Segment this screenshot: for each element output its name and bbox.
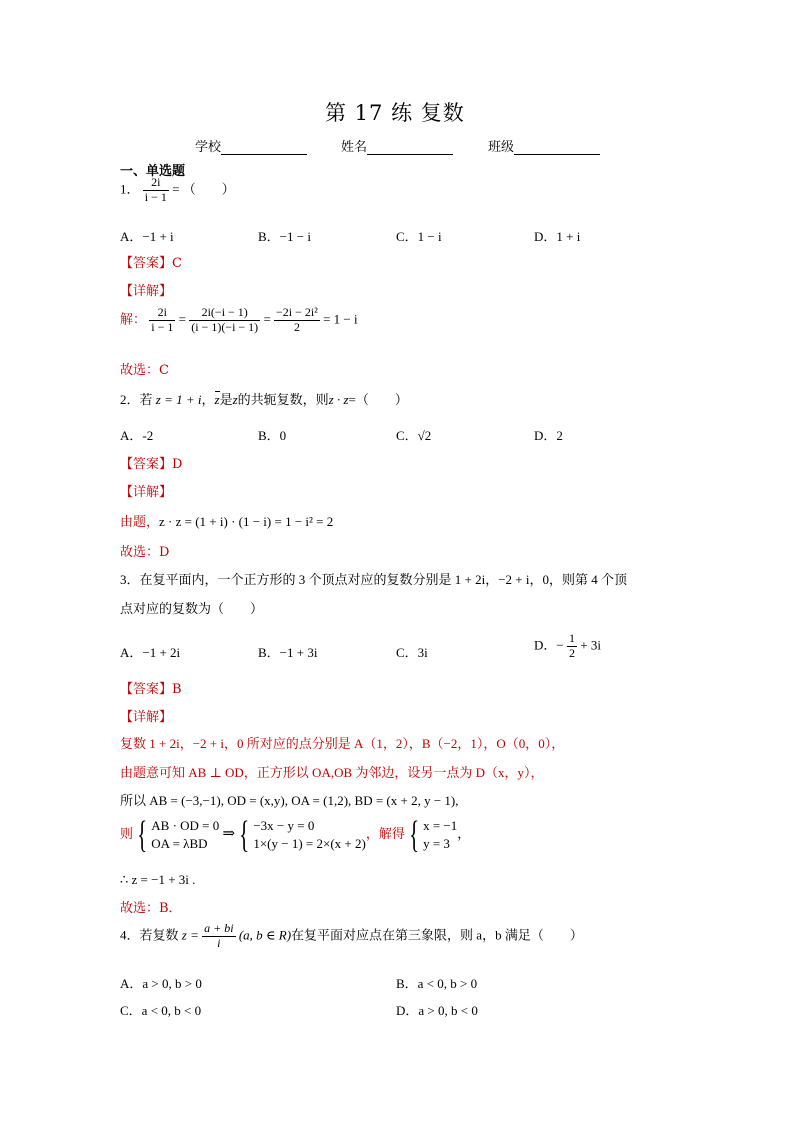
q1-sol-f1-den: i − 1: [151, 319, 174, 334]
q2-option-d[interactable]: D．2: [534, 428, 563, 443]
q3-therefore: ∴ z = −1 + 3i .: [120, 872, 196, 887]
q3-stem-line2: 点对应的复数为（ ）: [120, 602, 264, 617]
page-title: 第 17 练 复数: [325, 101, 465, 125]
q3-sol-then: 则: [120, 825, 134, 841]
name-blank[interactable]: [367, 142, 453, 155]
q1-answer: 【答案】C: [120, 256, 182, 271]
q2-stem: [120, 389, 408, 408]
q2-stem-b: ，: [201, 392, 215, 407]
q3-opt-d-tail: + 3i: [580, 637, 601, 653]
q3-opt-d-den: 2: [568, 645, 575, 660]
q3-answer: 【答案】B: [120, 682, 182, 697]
q3-sol-line3: [120, 790, 459, 809]
q1-sol-frac1: [149, 306, 175, 335]
q2-choose: 故选：D: [120, 545, 170, 560]
q3-sys3-b: y = 3: [423, 836, 450, 851]
q3-sol-line1: 复数 1 + 2i，−2 + i，0 所对应的点分别是 A（1，2），B（−2，1），O（0，0），: [120, 736, 565, 751]
q1-option-b[interactable]: B．−1 − i: [258, 229, 311, 244]
q1-sol-f2-den: (i − 1)(−i − 1): [191, 319, 259, 334]
q1-sol-tail: = 1 − i: [323, 311, 358, 327]
q2-sol-prefix: 由题，: [120, 514, 160, 529]
school-label: 学校: [195, 140, 222, 155]
q1-sol-eq2: =: [263, 311, 271, 327]
q4-option-d[interactable]: D．a > 0, b < 0: [396, 1003, 478, 1018]
q4-stem-a: 若复数: [139, 927, 179, 943]
q2-stem-a: 若: [139, 392, 153, 407]
q2-option-b[interactable]: B．0: [258, 428, 287, 443]
q2-number: 2．: [120, 392, 140, 407]
q3-sys-comma: ，: [457, 825, 471, 841]
school-blank[interactable]: [221, 142, 307, 155]
q2-stem-z2: z: [232, 392, 238, 407]
q2-stem-d: 的共轭复数，则: [237, 392, 329, 407]
class-field[interactable]: [488, 136, 600, 155]
q4-frac-den: i: [202, 936, 235, 951]
q2-option-a[interactable]: A．-2: [120, 428, 154, 443]
q4-fraction: [202, 922, 235, 951]
q3-sys3-a: x = −1: [423, 818, 458, 834]
q3-option-c[interactable]: C．3i: [396, 645, 428, 660]
q2-stem-c: 是: [219, 392, 233, 407]
q3-stem-text1: 在复平面内，一个正方形的 3 个顶点对应的复数分别是 1 + 2i，−2 + i，0，则第 4 个顶: [139, 572, 627, 587]
q4-stem-z: z =: [181, 927, 199, 943]
q2-answer: 【答案】D: [120, 457, 183, 472]
q3-detail-label: 【详解】: [120, 710, 173, 725]
q1-fraction: [143, 176, 169, 205]
q2-option-c[interactable]: C．√2: [396, 428, 432, 443]
q4-stem: [120, 922, 583, 951]
q3-sys2-b: 1×(y − 1) = 2×(x + 2): [253, 836, 366, 851]
q2-sol-body: z · z = (1 + i) · (1 − i) = 1 − i² = 2: [159, 514, 334, 529]
q1-stem-tail: = （ ）: [172, 181, 235, 197]
q4-frac-num: a + bi: [204, 921, 234, 935]
q3-opt-d-frac: [567, 632, 577, 661]
q2-detail-label: 【详解】: [120, 485, 173, 500]
q4-stem-b: 在复平面对应点在第三象限，则 a，b 满足（ ）: [291, 927, 583, 943]
q3-stem-line1: [120, 569, 627, 588]
q1-option-a[interactable]: A．−1 + i: [120, 229, 174, 244]
q1-sol-eq1: =: [178, 311, 186, 327]
q1-sol-frac3: [274, 306, 320, 335]
q3-number: 3．: [120, 572, 140, 587]
q1-number: 1．: [120, 181, 140, 197]
q1-choose: 故选：C: [120, 363, 169, 378]
q3-option-a[interactable]: A．−1 + 2i: [120, 645, 181, 660]
q2-stem-z: z = 1 + i: [155, 392, 202, 407]
school-field[interactable]: [195, 136, 307, 155]
q1-sol-f3-num: −2i − 2i²: [276, 305, 318, 319]
q4-stem-cond: (a, b ∈ R): [238, 927, 292, 943]
q3-sol-system: 则 { AB · OD = 0 OA = λBD ⇒ { −3x − y = 0 1×(y − 1) = 2×(x + 2) ，解得 { x = −1 y = 3 ，: [120, 814, 471, 856]
q1-option-d[interactable]: D．1 + i: [534, 229, 581, 244]
q3-opt-d-num: 1: [568, 631, 575, 645]
q1-option-c[interactable]: C．1 − i: [396, 229, 442, 244]
q3-sol-solve: ，解得: [365, 825, 405, 841]
q1-stem: [120, 176, 235, 205]
q4-option-b[interactable]: B．a < 0, b > 0: [396, 976, 478, 991]
q4-option-a[interactable]: A．a > 0, b > 0: [120, 976, 202, 991]
q3-sol-line2: 由题意可知 AB ⊥ OD，正方形以 OA,OB 为邻边，设另一点为 D（x，y），: [120, 765, 544, 780]
name-label: 姓名: [341, 140, 368, 155]
q1-sol-f3-den: 2: [274, 320, 320, 335]
q3-option-b[interactable]: B．−1 + 3i: [258, 645, 318, 660]
section-heading: 一、单选题: [120, 164, 186, 179]
class-label: 班级: [488, 140, 515, 155]
q1-sol-prefix: 解：: [120, 311, 147, 327]
class-blank[interactable]: [514, 142, 600, 155]
q3-sys-arrow: ⇒: [222, 825, 236, 842]
q1-frac-den: i − 1: [144, 189, 167, 204]
q4-option-c[interactable]: C．a < 0, b < 0: [120, 1003, 202, 1018]
q2-stem-prod: z · z: [328, 392, 349, 407]
q2-stem-e: =（ ）: [348, 392, 408, 407]
q3-option-d[interactable]: [534, 632, 601, 661]
name-field[interactable]: [341, 136, 453, 155]
q3-sys1-b: OA = λBD: [151, 836, 208, 851]
q1-sol-f1-num: 2i: [157, 305, 167, 319]
q3-sys2-a: −3x − y = 0: [253, 818, 315, 834]
q4-number: 4．: [120, 927, 140, 943]
q1-frac-num: 2i: [151, 175, 161, 189]
q3-sys1-a: AB · OD = 0: [151, 818, 220, 834]
q1-sol-f2-num: 2i(−i − 1): [201, 305, 248, 319]
q2-stem-zbar: z: [214, 392, 220, 407]
q1-sol-frac2: [189, 306, 260, 335]
q1-detail-label: 【详解】: [120, 284, 173, 299]
q3-choose: 故选：B．: [120, 901, 182, 916]
q3-opt-d-prefix: D．−: [534, 637, 564, 653]
q2-solution: [120, 511, 333, 530]
q1-solution: [120, 306, 358, 335]
q3-sol-line3-text: 所以 AB = (−3,−1), OD = (x,y), OA = (1,2), BD = (x + 2, y − 1),: [120, 793, 459, 808]
